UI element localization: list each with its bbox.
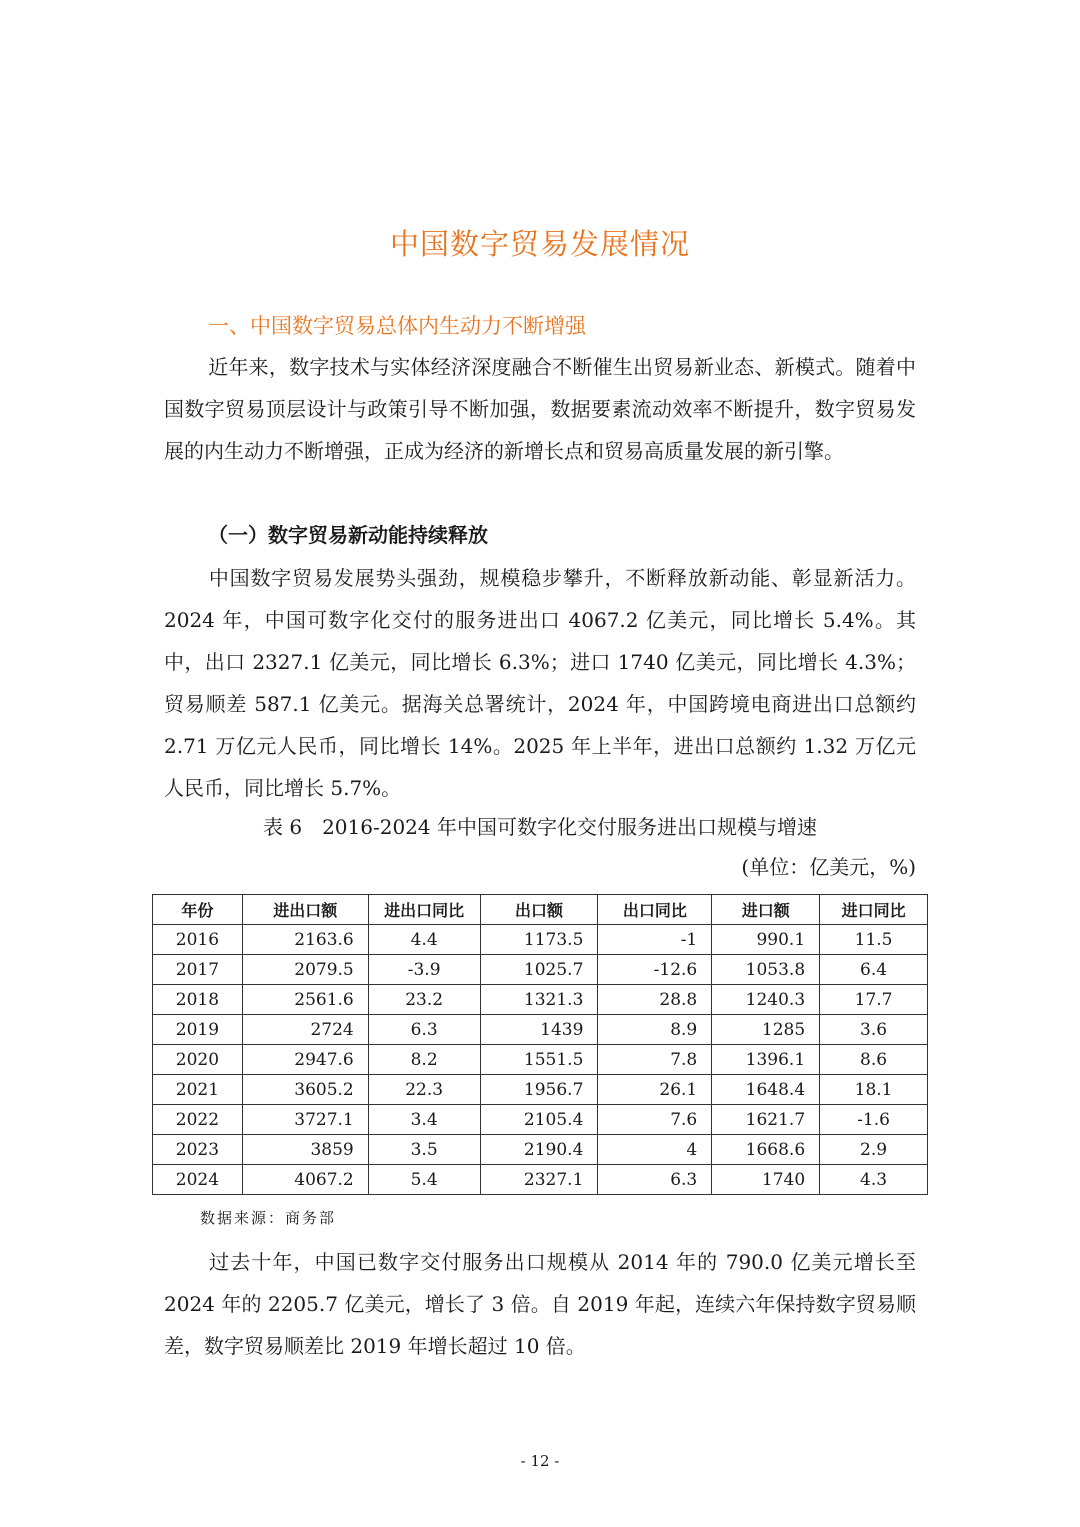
table-cell: 1285 [712,1015,820,1045]
table-cell: 2190.4 [480,1135,598,1165]
table-cell: 7.8 [598,1045,712,1075]
table-cell: -1 [598,925,712,955]
table-cell: 1396.1 [712,1045,820,1075]
table-cell: 2021 [153,1075,243,1105]
table-cell: 7.6 [598,1105,712,1135]
table-cell: 990.1 [712,925,820,955]
table-cell: 17.7 [820,985,928,1015]
header-total: 进出口额 [242,895,368,925]
table-cell: 22.3 [368,1075,480,1105]
table-cell: 1439 [480,1015,598,1045]
table-row [153,985,928,1015]
table-cell: 2163.6 [242,925,368,955]
table-cell: 6.3 [368,1015,480,1045]
table-row [153,1075,928,1105]
closing-paragraph-text: 过去十年，中国已数字交付服务出口规模从 2014 年的 790.0 亿美元增长至 2024 年的 2205.7 亿美元，增长了 3 倍。自 2019 年起，连续六年保持数字贸易顺差，数字贸易顺差比 2019 年增长超过 10 倍。 [164,1250,916,1358]
table-cell: 18.1 [820,1075,928,1105]
table-row [153,1015,928,1045]
table-body [153,925,928,1195]
table-cell: 4.3 [820,1165,928,1195]
header-import-yoy: 进口同比 [820,895,928,925]
subsection-heading: （一）数字贸易新动能持续释放 [208,523,488,547]
table-cell: 11.5 [820,925,928,955]
table-cell: 2024 [153,1165,243,1195]
table-cell: 4.4 [368,925,480,955]
table-cell: 1621.7 [712,1105,820,1135]
table-cell: 1321.3 [480,985,598,1015]
page-number: - 12 - [520,1452,560,1470]
table-cell: 2105.4 [480,1105,598,1135]
table-caption: 表 6 2016-2024 年中国可数字化交付服务进出口规模与增速 [263,815,817,839]
table-cell: 1053.8 [712,955,820,985]
table-cell: 2022 [153,1105,243,1135]
table-cell: 1173.5 [480,925,598,955]
table-cell: -12.6 [598,955,712,985]
table-cell: 2724 [242,1015,368,1045]
subsection-paragraph [164,557,916,809]
intro-paragraph-text: 近年来，数字技术与实体经济深度融合不断催生出贸易新业态、新模式。随着中国数字贸易顶层设计与政策引导不断加强，数据要素流动效率不断提升，数字贸易发展的内生动力不断增强，正成为经济的新增长点和贸易高质量发展的新引擎。 [164,355,916,463]
table-cell: 6.3 [598,1165,712,1195]
table-cell: 2327.1 [480,1165,598,1195]
table-cell: 1648.4 [712,1075,820,1105]
table-cell: 26.1 [598,1075,712,1105]
table-cell: 8.6 [820,1045,928,1075]
header-export: 出口额 [480,895,598,925]
table-cell: 23.2 [368,985,480,1015]
table-cell: 2023 [153,1135,243,1165]
table-cell: 2018 [153,985,243,1015]
table-cell: 2561.6 [242,985,368,1015]
table-cell: 1740 [712,1165,820,1195]
page-title: 中国数字贸易发展情况 [389,227,690,261]
table-cell: 6.4 [820,955,928,985]
table-cell: 8.2 [368,1045,480,1075]
header-year: 年份 [153,895,243,925]
header-total-yoy: 进出口同比 [368,895,480,925]
table-header-row [153,895,928,925]
table-unit: (单位：亿美元，%) [741,855,916,879]
table-row [153,1105,928,1135]
table-cell: 2947.6 [242,1045,368,1075]
table-cell: 2017 [153,955,243,985]
table-cell: 2079.5 [242,955,368,985]
table-source: 数据来源：商务部 [200,1209,337,1227]
table-cell: 3.5 [368,1135,480,1165]
table-cell: 3.4 [368,1105,480,1135]
intro-paragraph [164,346,916,472]
table-cell: 1668.6 [712,1135,820,1165]
table-row [153,1135,928,1165]
header-export-yoy: 出口同比 [598,895,712,925]
table-cell: -1.6 [820,1105,928,1135]
table-row [153,925,928,955]
table-row [153,1165,928,1195]
table-cell: 8.9 [598,1015,712,1045]
table-cell: 3.6 [820,1015,928,1045]
table-cell: 2020 [153,1045,243,1075]
table-row [153,955,928,985]
table-cell: 28.8 [598,985,712,1015]
table-cell: -3.9 [368,955,480,985]
table-cell: 2016 [153,925,243,955]
table-cell: 2.9 [820,1135,928,1165]
table-cell: 1956.7 [480,1075,598,1105]
table-row [153,1045,928,1075]
table-cell: 4067.2 [242,1165,368,1195]
table-cell: 3605.2 [242,1075,368,1105]
subsection-paragraph-text: 中国数字贸易发展势头强劲，规模稳步攀升，不断释放新动能、彰显新活力。2024 年，中国可数字化交付的服务进出口 4067.2 亿美元，同比增长 5.4%。其中，出口 2327.1 亿美元，同比增长 6.3%；进口 1740 亿美元，同比增长 4.3%；贸易顺差 587.1 亿美元。据海关总署统计，2024 年，中国跨境电商进出口总额约 2.71 万亿元人民币，同比增长 14%。2025 年上半年，进出口总额约 1.32 万亿元人民币，同比增长 5.7%。 [164,566,916,800]
table-cell: 1551.5 [480,1045,598,1075]
table-cell: 4 [598,1135,712,1165]
section-heading: 一、中国数字贸易总体内生动力不断增强 [208,314,586,338]
table-cell: 5.4 [368,1165,480,1195]
closing-paragraph [164,1241,916,1367]
table-cell: 3727.1 [242,1105,368,1135]
table-cell: 2019 [153,1015,243,1045]
table-cell: 1025.7 [480,955,598,985]
table-cell: 3859 [242,1135,368,1165]
header-import: 进口额 [712,895,820,925]
trade-data-table [152,894,928,1195]
table-cell: 1240.3 [712,985,820,1015]
